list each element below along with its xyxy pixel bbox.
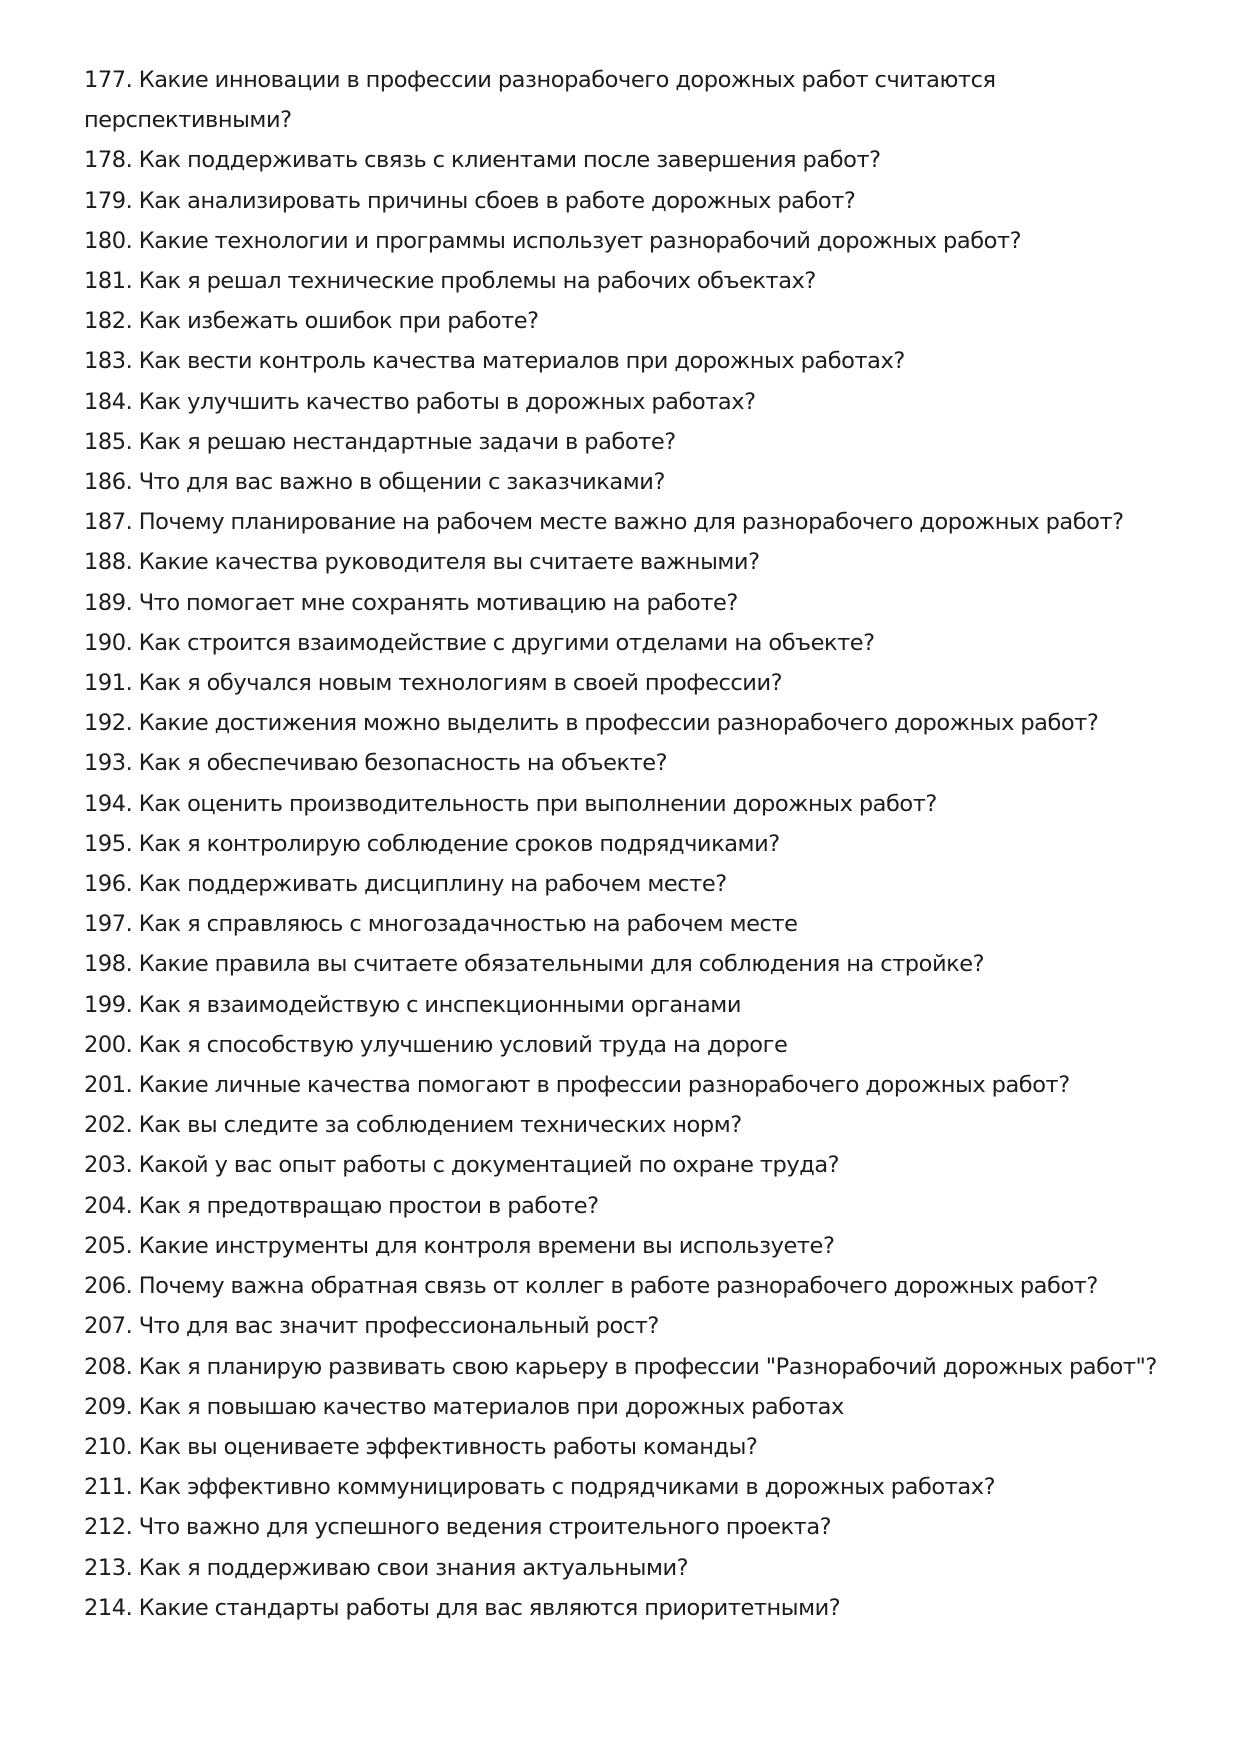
question-197: 197. Как я справляюсь с многозадачностью на рабочем месте <box>84 911 798 938</box>
question-189: 189. Что помогает мне сохранять мотивацию на работе? <box>84 589 738 616</box>
question-183: 183. Как вести контроль качества материалов при дорожных работах? <box>84 348 905 375</box>
question-212: 212. Что важно для успешного ведения строительного проекта? <box>84 1514 832 1541</box>
question-181: 181. Как я решал технические проблемы на рабочих объектах? <box>84 268 816 295</box>
question-195: 195. Как я контролирую соблюдение сроков подрядчиками? <box>84 830 780 857</box>
question-206: 206. Почему важна обратная связь от коллег в работе разнорабочего дорожных работ? <box>84 1273 1098 1300</box>
question-214: 214. Какие стандарты работы для вас являются приоритетными? <box>84 1594 841 1621</box>
question-207: 207. Что для вас значит профессиональный рост? <box>84 1313 659 1340</box>
question-190: 190. Как строится взаимодействие с другими отделами на объекте? <box>84 629 875 656</box>
question-210: 210. Как вы оцениваете эффективность работы команды? <box>84 1433 758 1460</box>
question-202: 202. Как вы следите за соблюдением технических норм? <box>84 1112 742 1139</box>
question-191: 191. Как я обучался новым технологиям в своей профессии? <box>84 670 783 697</box>
question-213: 213. Как я поддерживаю свои знания актуальными? <box>84 1554 689 1581</box>
question-200: 200. Как я способствую улучшению условий труда на дороге <box>84 1031 788 1058</box>
question-186: 186. Что для вас важно в общении с заказчиками? <box>84 469 665 496</box>
question-196: 196. Как поддерживать дисциплину на рабочем месте? <box>84 871 727 898</box>
question-211: 211. Как эффективно коммуницировать с подрядчиками в дорожных работах? <box>84 1474 996 1501</box>
question-208: 208. Как я планирую развивать свою карьеру в профессии "Разнорабочий дорожных работ"? <box>84 1353 1157 1380</box>
question-177: 177. Какие инновации в профессии разнорабочего дорожных работ считаются перспективными? <box>84 67 996 134</box>
question-178: 178. Как поддерживать связь с клиентами после завершения работ? <box>84 147 881 174</box>
question-209: 209. Как я повышаю качество материалов при дорожных работах <box>84 1393 844 1420</box>
question-203: 203. Какой у вас опыт работы с документацией по охране труда? <box>84 1152 840 1179</box>
question-188: 188. Какие качества руководителя вы считаете важными? <box>84 549 760 576</box>
question-187: 187. Почему планирование на рабочем месте важно для разнорабочего дорожных работ? <box>84 509 1124 536</box>
question-193: 193. Как я обеспечиваю безопасность на объекте? <box>84 750 668 777</box>
question-204: 204. Как я предотвращаю простои в работе? <box>84 1192 599 1219</box>
question-199: 199. Как я взаимодействую с инспекционными органами <box>84 991 741 1018</box>
question-179: 179. Как анализировать причины сбоев в работе дорожных работ? <box>84 187 856 214</box>
question-182: 182. Как избежать ошибок при работе? <box>84 308 539 335</box>
question-185: 185. Как я решаю нестандартные задачи в работе? <box>84 428 676 455</box>
question-list <box>84 60 1164 1628</box>
question-198: 198. Какие правила вы считаете обязательными для соблюдения на стройке? <box>84 951 985 978</box>
question-205: 205. Какие инструменты для контроля времени вы используете? <box>84 1232 835 1259</box>
question-192: 192. Какие достижения можно выделить в профессии разнорабочего дорожных работ? <box>84 710 1099 737</box>
question-180: 180. Какие технологии и программы использует разнорабочий дорожных работ? <box>84 227 1022 254</box>
question-184: 184. Как улучшить качество работы в дорожных работах? <box>84 388 756 415</box>
question-201: 201. Какие личные качества помогают в профессии разнорабочего дорожных работ? <box>84 1072 1070 1099</box>
question-194: 194. Как оценить производительность при выполнении дорожных работ? <box>84 790 937 817</box>
